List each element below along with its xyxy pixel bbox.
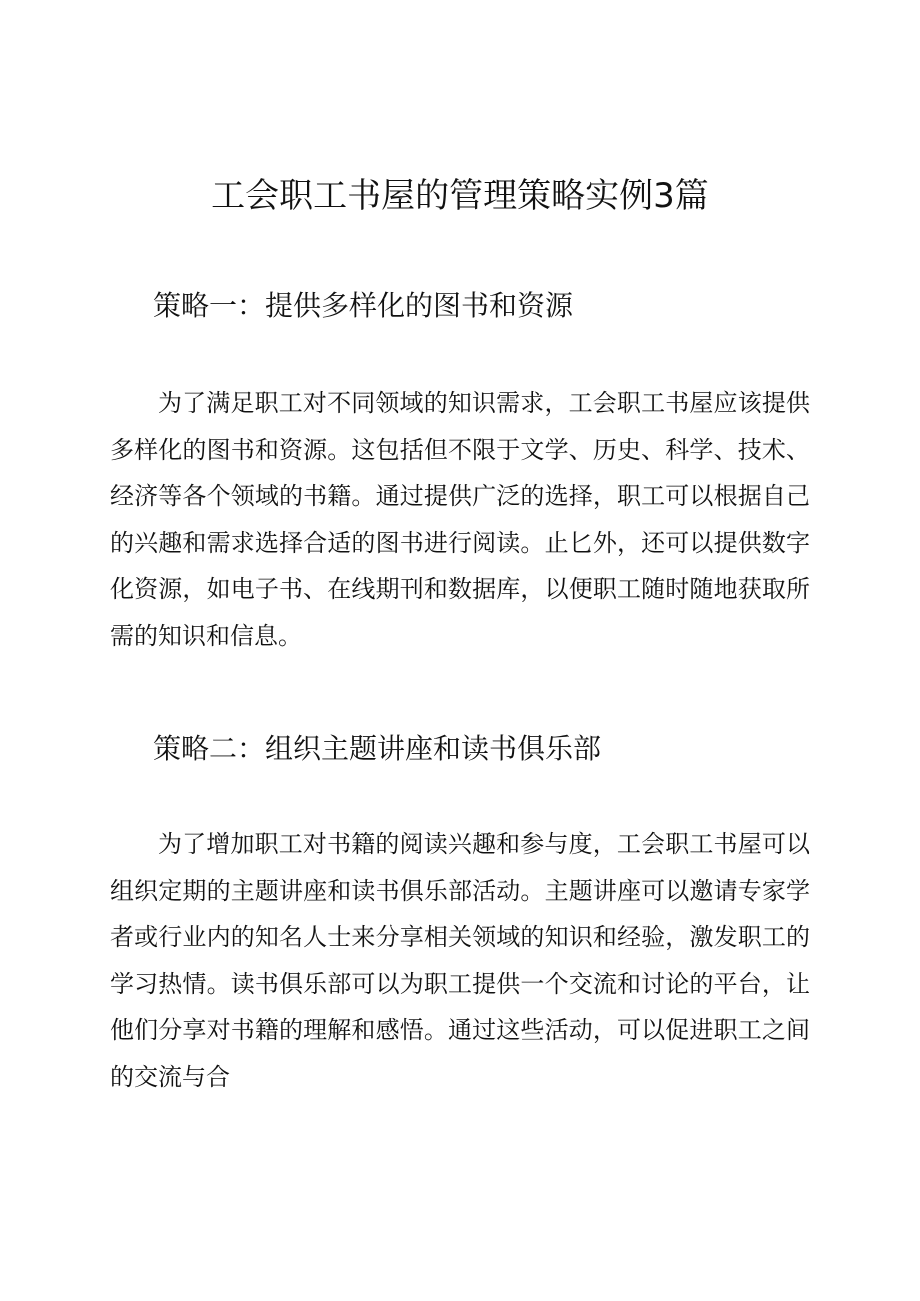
section-paragraph-strategy-1: 为了满足职工对不同领域的知识需求，工会职工书屋应该提供多样化的图书和资源。这包括但不限于文学、历史、科学、技术、经济等各个领域的书籍。通过提供广泛的选择，职工可以根据自己的兴趣和需求选择合适的图书进行阅读。止匕外，还可以提供数字化资源，如电子书、在线期刊和数据库，以便职工随时随地获取所需的知识和信息。 — [110, 389, 810, 650]
page-title: 工会职工书屋的管理策略实例3篇 — [211, 176, 709, 216]
section-heading-strategy-1: 策略一：提供多样化的图书和资源 — [153, 289, 574, 322]
section-paragraph-strategy-2: 为了增加职工对书籍的阅读兴趣和参与度，工会职工书屋可以组织定期的主题讲座和读书俱乐部活动。主题讲座可以邀请专家学者或行业内的知名人士来分享相关领域的知识和经验，激发职工的学习热情。读书俱乐部可以为职工提供一个交流和讨论的平台，让他们分享对书籍的理解和感悟。通过这些活动，可以促进职工之间的交流与合 — [110, 830, 810, 1091]
section-heading-strategy-2: 策略二：组织主题讲座和读书俱乐部 — [153, 732, 602, 765]
